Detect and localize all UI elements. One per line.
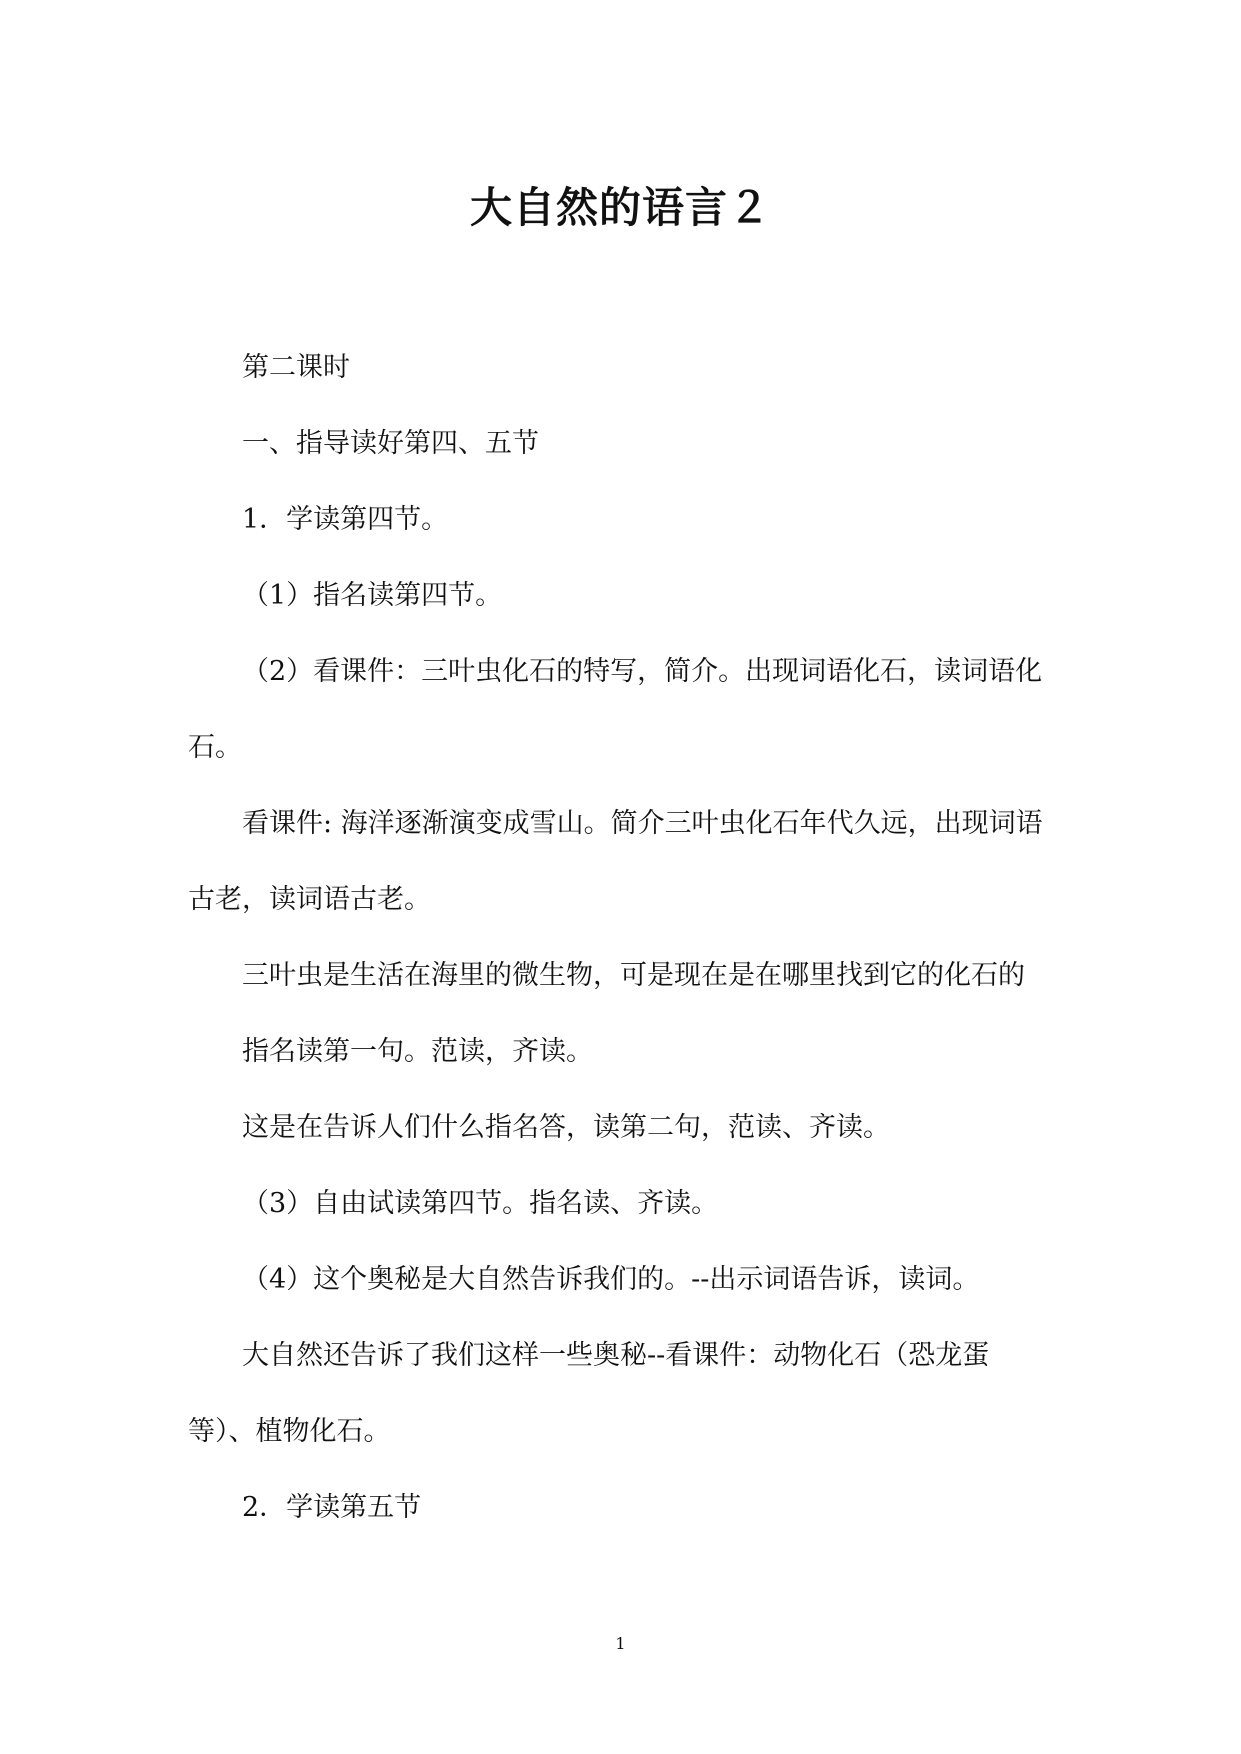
paragraph: 大自然还告诉了我们这样一些奥秘--看课件：动物化石（恐龙蛋等）、植物化石。 <box>188 1340 990 1447</box>
document-title: 大自然的语言２ <box>469 183 771 233</box>
paragraph: 一、指导读好第四、五节 <box>242 428 539 459</box>
paragraph: 1．学读第四节。 <box>242 504 449 535</box>
paragraph: 2．学读第五节 <box>242 1492 422 1523</box>
page-number: 1 <box>615 1634 626 1653</box>
paragraph: （3）自由试读第四节。指名读、齐读。 <box>242 1188 719 1219</box>
paragraph: （2）看课件：三叶虫化石的特写，简介。出现词语化石，读词语化石。 <box>188 656 1043 763</box>
paragraph: 看课件: 海洋逐渐演变成雪山。简介三叶虫化石年代久远，出现词语古老，读词语古老。 <box>188 808 1043 915</box>
paragraph: （1）指名读第四节。 <box>242 580 503 611</box>
document-body <box>188 330 1054 1546</box>
paragraph: 指名读第一句。范读，齐读。 <box>242 1036 593 1067</box>
paragraph: 第二课时 <box>242 352 350 383</box>
paragraph: （4）这个奥秘是大自然告诉我们的。--出示词语告诉，读词。 <box>242 1264 980 1295</box>
paragraph: 这是在告诉人们什么指名答，读第二句，范读、齐读。 <box>242 1112 890 1143</box>
paragraph: 三叶虫是生活在海里的微生物，可是现在是在哪里找到它的化石的 <box>242 960 1025 991</box>
